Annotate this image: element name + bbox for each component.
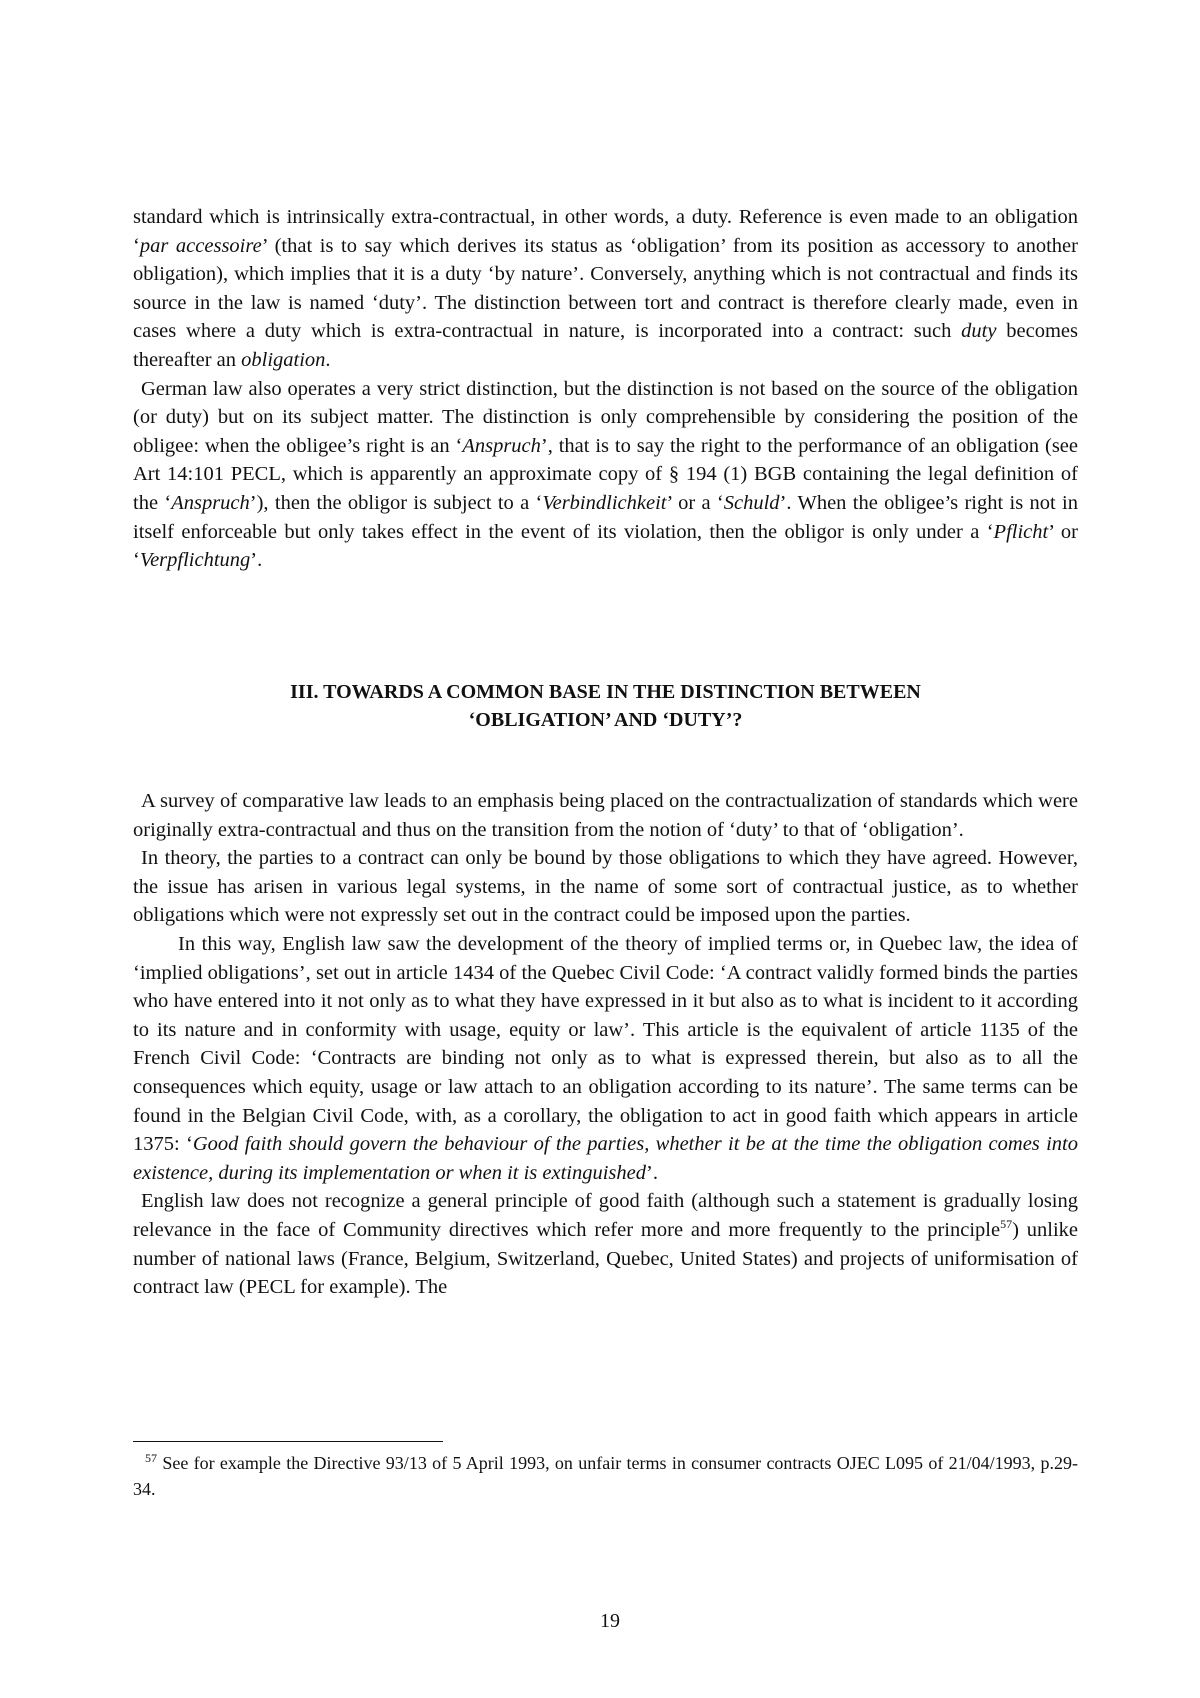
italic-term: Schuld (723, 491, 780, 514)
text-run: ) unlike number of national laws (France, Belgium, Switzerland, Quebec, United States) and projects of uniformisation of contract law (PECL for example). The (133, 1218, 1078, 1299)
italic-term: Pflicht (993, 520, 1049, 543)
footnote-divider (133, 1441, 443, 1442)
text-run: ’. (250, 549, 263, 572)
italic-term: obligation (241, 348, 326, 371)
italic-term: Anspruch (462, 434, 541, 457)
text-run: ’ or ‘ (133, 520, 1078, 572)
text-run: ’), then the obligor is subject to a ‘ (249, 491, 543, 514)
text-run: standard which is intrinsically extra-contractual, in other words, a duty. Reference is even made to an obligation ‘ (133, 206, 1078, 257)
text-run: German law also operates a very strict distinction, but the distinction is not based on the source of the obligation (or duty) but on its subject matter. The distinction is only comprehensible by considering the position of the obligee: when the obligee’s right is an ‘ (133, 377, 1078, 457)
paragraph-german-law (133, 375, 1078, 575)
section-one-text (133, 203, 1078, 575)
paragraph-french-law (133, 203, 1078, 375)
paragraph-good-faith (133, 1187, 1078, 1301)
paragraph-survey: A survey of comparative law leads to an emphasis being placed on the contractualization of standards which were originally extra-contractual and thus on the transition from the notion of ‘duty’ to that of ‘obligation’. (133, 790, 1078, 841)
footnote-number: 57 (145, 1451, 157, 1465)
heading-line-1: III. TOWARDS A COMMON BASE IN THE DISTINCTION BETWEEN (290, 681, 921, 703)
text-run: ’, that is to say the right to the performance of an obligation (see Art 14:101 PECL, which is apparently an approximate copy of § 194 (1) BGB containing the legal definition of the ‘ (133, 434, 1078, 514)
text-run: In this way, English law saw the development of the theory of implied terms or, in Quebec law, the idea of ‘implied obligations’, set out in article 1434 of the Quebec Civil Code: ‘A contract validly formed binds the parties who have entered into it not only as to what they have expressed in it but also as to what is incident to it according to its nature and in conformity with usage, equity or law’. This article is the equivalent of article 1135 of the French Civil Code: ‘Contracts are binding not only as to what is expressed therein, but also as to all the consequences which equity, usage or law attach to an obligation according to its nature’. The same terms can be found in the Belgian Civil Code, with, as a corollary, the obligation to act in good faith which appears in article 1375: ‘ (133, 932, 1078, 1156)
text-run: ’. (646, 1161, 658, 1184)
italic-term: Verbindlichkeit (542, 491, 667, 514)
text-run: . (325, 348, 331, 371)
text-run: ’ or a ‘ (666, 491, 724, 514)
page-number: 19 (600, 1610, 620, 1632)
section-heading (133, 678, 1078, 734)
italic-term: Verpflichtung (139, 549, 251, 572)
footnote-reference[interactable]: 57 (1000, 1217, 1013, 1232)
footnote-entry (133, 1450, 1078, 1502)
paragraph-implied-terms (133, 930, 1078, 1187)
text-run: ’. When the obligee’s right is not in itself enforceable but only takes effect in the event of its violation, then the obligor is only under a ‘ (133, 491, 1078, 543)
italic-term: par accessoire (139, 234, 262, 257)
heading-line-2: ‘OBLIGATION’ AND ‘DUTY’? (468, 709, 743, 731)
footnote (133, 1450, 1078, 1502)
text-run: ’ (that is to say which derives its status as ‘obligation’ from its position as accessory to another obligation), which implies that it is a duty ‘by nature’. Conversely, anything which is not contractual and finds its source in the law is named ‘duty’. The distinction between tort and contract is therefore clearly made, even in cases where a duty which is extra-contractual in nature, is incorporated into a contract: such (133, 234, 1078, 343)
paragraph-theory: In theory, the parties to a contract can only be bound by those obligations to which they have agreed. However, the issue has arisen in various legal systems, in the name of some sort of contractual justice, as to whether obligations which were not expressly set out in the contract could be imposed upon the parties. (133, 847, 1078, 927)
italic-term: duty (961, 320, 997, 343)
italic-term: Anspruch (171, 491, 250, 514)
footnote-text: See for example the Directive 93/13 of 5 April 1993, on unfair terms in consumer contracts OJEC L095 of 21/04/1993, p.29-34. (133, 1453, 1078, 1499)
section-two-text (133, 787, 1078, 1302)
text-run: becomes thereafter an (133, 320, 1078, 371)
italic-quote: Good faith should govern the behaviour of the parties, whether it be at the time the obligation comes into existence, during its implementation or when it is extinguished (133, 1133, 1078, 1184)
text-run: English law does not recognize a general principle of good faith (although such a statement is gradually losing relevance in the face of Community directives which refer more and more frequently to the principle (133, 1190, 1078, 1241)
